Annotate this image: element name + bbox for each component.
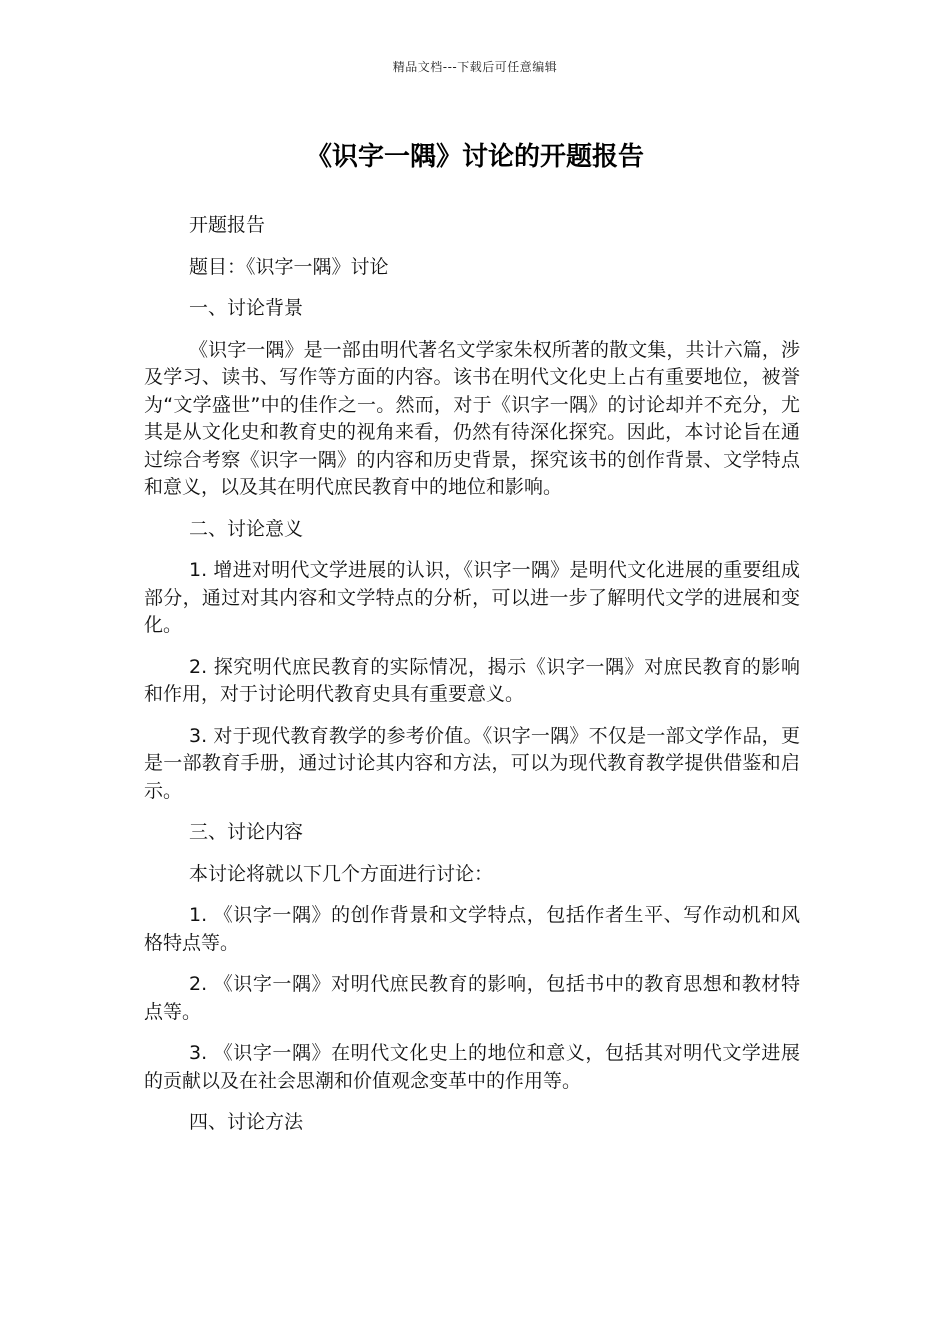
content-item-1: 1. 《识字一隅》的创作背景和文学特点，包括作者生平、写作动机和风格特点等。: [144, 904, 800, 954]
document-title: 《识字一隅》讨论的开题报告: [305, 142, 644, 172]
heading-methods: 四、讨论方法: [189, 1111, 304, 1133]
significance-item-3: 3. 对于现代教育教学的参考价值。《识字一隅》不仅是一部文学作品，更是一部教育手册，通过讨论其内容和方法，可以为现代教育教学提供借鉴和启示。: [144, 724, 800, 802]
paragraph-background: 《识字一隅》是一部由明代著名文学家朱权所著的散文集，共计六篇，涉及学习、读书、写作等方面的内容。该书在明代文化史上占有重要地位，被誉为“文学盛世”中的佳作之一。然而，对于《识字一隅》的讨论却并不充分，尤其是从文化史和教育史的视角来看，仍然有待深化探究。因此，本讨论旨在通过综合考察《识字一隅》的内容和历史背景，探究该书的创作背景、文学特点和意义，以及其在明代庶民教育中的地位和影响。: [144, 338, 800, 498]
significance-item-1: 1. 增进对明代文学进展的认识，《识字一隅》是明代文化进展的重要组成部分，通过对其内容和文学特点的分析，可以进一步了解明代文学的进展和变化。: [144, 559, 800, 636]
topic-line: 题目：《识字一隅》讨论: [189, 255, 389, 278]
section-label-report: 开题报告: [189, 214, 266, 236]
content-item-2: 2. 《识字一隅》对明代庶民教育的影响，包括书中的教育思想和教材特点等。: [144, 973, 800, 1023]
content-item-3: 3. 《识字一隅》在明代文化史上的地位和意义，包括其对明代文学进展的贡献以及在社会思潮和价值观念变革中的作用等。: [144, 1042, 800, 1092]
page-header-note: 精品文档---下载后可任意编辑: [392, 60, 558, 74]
document-body: [144, 212, 800, 1151]
heading-background: 一、讨论背景: [189, 297, 304, 319]
content-intro: 本讨论将就以下几个方面进行讨论：: [189, 862, 494, 885]
heading-content: 三、讨论内容: [189, 821, 304, 843]
heading-significance: 二、讨论意义: [189, 517, 304, 540]
significance-item-2: 2. 探究明代庶民教育的实际情况，揭示《识字一隅》对庶民教育的影响和作用，对于讨论明代教育史具有重要意义。: [144, 655, 800, 705]
